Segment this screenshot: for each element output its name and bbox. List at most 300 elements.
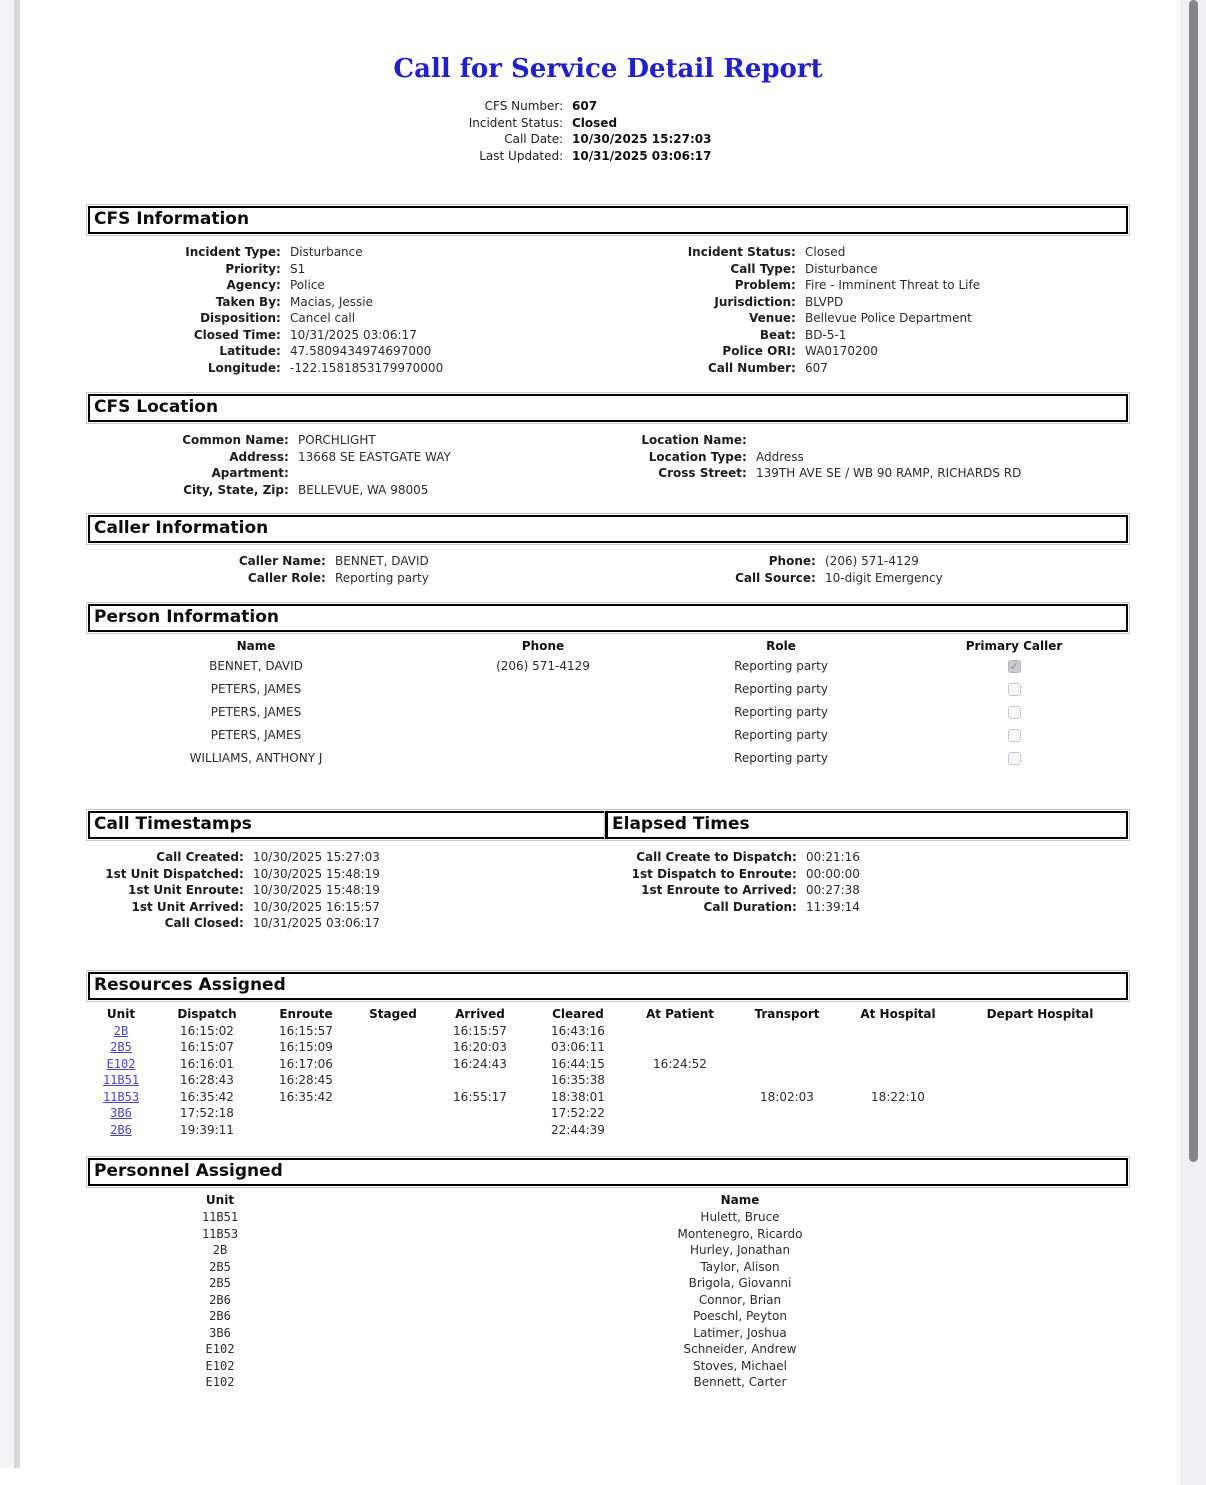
cell-name: Stoves, Michael <box>693 1358 787 1373</box>
field-label: Problem: <box>734 278 800 292</box>
report-body <box>88 0 1128 1391</box>
field-label: Call Create to Dispatch: <box>636 850 801 864</box>
field-value: (206) 571-4129 <box>825 554 919 568</box>
unit-link[interactable]: E102 <box>106 1056 136 1071</box>
scrollbar[interactable] <box>1181 0 1206 1485</box>
column-header: Primary Caller <box>965 639 1063 653</box>
field-label: Latitude: <box>219 344 285 358</box>
cell-enroute: 16:17:06 <box>279 1056 333 1071</box>
section-title: Resources Assigned <box>88 972 1128 1000</box>
cell-phone <box>424 701 662 724</box>
info-field <box>606 899 1128 916</box>
cell-at-hospital <box>844 1105 952 1122</box>
field-value: 10/30/2025 15:27:03 <box>572 132 712 146</box>
cell-unit <box>88 1122 154 1139</box>
info-field <box>608 294 1128 311</box>
field-value: Address <box>756 449 804 464</box>
cell-phone <box>424 747 662 770</box>
cell-enroute <box>260 1105 352 1122</box>
column-header: Staged <box>369 1006 417 1021</box>
field-label: Call Date: <box>504 132 567 146</box>
cell-cleared: 18:38:01 <box>551 1089 605 1104</box>
page-edge-divider <box>14 0 20 1468</box>
cell-unit: 3B6 <box>209 1325 231 1340</box>
unit-link[interactable]: 3B6 <box>110 1106 132 1120</box>
header-field <box>88 98 1128 115</box>
cell-role: Reporting party <box>734 751 828 766</box>
field-label: Location Type: <box>648 449 751 464</box>
info-field <box>608 244 1128 261</box>
field-label: 1st Unit Enroute: <box>127 883 248 897</box>
cell-role: Reporting party <box>734 728 828 743</box>
cell-staged <box>352 1072 434 1089</box>
field-label: Police ORI: <box>722 344 800 358</box>
table-row <box>88 1105 1128 1122</box>
field-label: Cross Street: <box>658 466 751 480</box>
cell-unit: 11B51 <box>201 1210 239 1224</box>
cell-unit <box>88 1072 154 1089</box>
table-row <box>88 1209 1128 1226</box>
cell-unit <box>88 1105 154 1122</box>
field-label: Location Name: <box>641 433 751 447</box>
info-field <box>608 570 1128 587</box>
field-value: WA0170200 <box>805 344 878 358</box>
cell-depart-hospital <box>952 1122 1128 1139</box>
cell-arrived <box>434 1072 526 1089</box>
field-value: Fire - Imminent Threat to Life <box>805 278 981 292</box>
column-header: Dispatch <box>177 1006 237 1021</box>
section-caller-information <box>88 515 1128 586</box>
field-value: Disturbance <box>290 245 363 259</box>
field-value: 11:39:14 <box>806 899 860 914</box>
field-label: Last Updated: <box>479 148 567 163</box>
field-label: Jurisdiction: <box>714 294 800 309</box>
table-row <box>88 1039 1128 1056</box>
field-value: -122.1581853179970000 <box>290 360 444 375</box>
table-row <box>88 1242 1128 1259</box>
field-label: Address: <box>229 449 293 464</box>
field-value: 10/30/2025 15:27:03 <box>253 850 380 864</box>
info-field <box>606 849 1128 866</box>
cell-cleared: 16:43:16 <box>551 1023 605 1038</box>
table-row <box>88 1089 1128 1106</box>
field-value: Police <box>290 278 325 292</box>
info-field <box>606 866 1128 883</box>
column-header: Unit <box>106 1006 136 1021</box>
section-cfs-location <box>88 394 1128 498</box>
field-label: Apartment: <box>211 466 293 480</box>
field-label: Caller Role: <box>247 570 330 585</box>
cell-unit: E102 <box>205 1358 235 1373</box>
field-value: 10/30/2025 16:15:57 <box>253 899 380 914</box>
cell-arrived <box>434 1105 526 1122</box>
cell-role: Reporting party <box>734 705 828 720</box>
field-value: 10/31/2025 03:06:17 <box>572 148 712 163</box>
cell-enroute: 16:28:45 <box>279 1073 333 1087</box>
info-field <box>88 899 606 916</box>
cell-role: Reporting party <box>734 682 828 697</box>
cell-depart-hospital <box>952 1105 1128 1122</box>
field-label: Beat: <box>759 327 800 342</box>
table-row <box>88 1072 1128 1089</box>
report-header-fields <box>88 98 1128 164</box>
report-title: Call for Service Detail Report <box>393 54 823 84</box>
info-field <box>88 244 608 261</box>
field-label: Taken By: <box>215 294 285 309</box>
field-value: Disturbance <box>805 261 878 276</box>
cell-unit: 2B5 <box>209 1259 231 1274</box>
cell-transport <box>730 1122 844 1139</box>
unit-link[interactable]: 2B <box>113 1023 129 1038</box>
section-personnel-assigned <box>88 1158 1128 1391</box>
cell-primary-caller <box>900 724 1128 747</box>
page-edge <box>0 0 14 1468</box>
field-value: 00:27:38 <box>806 883 860 897</box>
cell-name: PETERS, JAMES <box>210 682 302 697</box>
info-field <box>608 553 1128 570</box>
header-field <box>88 148 1128 165</box>
info-field <box>88 327 608 344</box>
field-value: 00:21:16 <box>806 850 860 864</box>
info-field <box>88 570 608 587</box>
cell-staged <box>352 1089 434 1106</box>
info-field <box>88 882 606 899</box>
table-header-row <box>88 1192 1128 1209</box>
info-field <box>88 261 608 278</box>
field-label: 1st Unit Arrived: <box>131 899 248 914</box>
section-title: Call Timestamps <box>88 811 606 839</box>
location-right-column <box>608 432 1128 498</box>
section-title: CFS Information <box>88 206 1128 234</box>
cell-depart-hospital <box>952 1089 1128 1106</box>
scrollbar-thumb[interactable] <box>1189 0 1198 1162</box>
cfs-info-right-column <box>608 244 1128 376</box>
field-value: BLVPD <box>805 294 844 309</box>
field-value: 139TH AVE SE / WB 90 RAMP, RICHARDS RD <box>756 466 1022 480</box>
cell-phone <box>424 678 662 701</box>
cell-phone <box>424 724 662 747</box>
table-row <box>88 1259 1128 1276</box>
cell-name: PETERS, JAMES <box>210 705 302 720</box>
field-label: Call Duration: <box>703 899 801 914</box>
section-call-timestamps <box>88 811 606 932</box>
field-label: Incident Status: <box>687 245 800 259</box>
field-value: PORCHLIGHT <box>298 433 376 447</box>
cell-arrived: 16:20:03 <box>453 1040 507 1054</box>
cell-at-patient: 16:24:52 <box>653 1056 707 1071</box>
table-row <box>88 1358 1128 1375</box>
cell-dispatch: 17:52:18 <box>180 1106 234 1120</box>
primary-caller-checkbox <box>1008 729 1021 742</box>
info-field <box>608 310 1128 327</box>
cell-depart-hospital <box>952 1023 1128 1040</box>
cell-at-patient <box>630 1039 730 1056</box>
cell-staged <box>352 1039 434 1056</box>
field-value: Closed <box>805 245 846 259</box>
table-header-row <box>88 638 1128 655</box>
cell-name: Latimer, Joshua <box>693 1325 787 1340</box>
field-label: City, State, Zip: <box>183 482 293 497</box>
field-value: BELLEVUE, WA 98005 <box>298 482 429 497</box>
field-label: Venue: <box>749 311 800 325</box>
cell-enroute: 16:15:57 <box>279 1023 333 1038</box>
info-field <box>608 277 1128 294</box>
field-label: Priority: <box>225 261 285 276</box>
cell-dispatch: 16:15:07 <box>180 1040 234 1054</box>
cell-dispatch: 16:15:02 <box>180 1023 234 1038</box>
cell-dispatch: 16:28:43 <box>180 1073 234 1087</box>
cell-primary-caller <box>900 747 1128 770</box>
field-value: BD-5-1 <box>805 327 847 342</box>
column-header: At Patient <box>645 1006 715 1021</box>
cell-name: Poeschl, Peyton <box>693 1309 787 1323</box>
cell-arrived: 16:55:17 <box>453 1089 507 1104</box>
column-header: At Hospital <box>860 1006 936 1021</box>
cell-at-hospital <box>844 1023 952 1040</box>
field-label: Caller Name: <box>238 554 330 568</box>
caller-right-column <box>608 553 1128 586</box>
field-label: Call Type: <box>730 261 800 276</box>
info-field <box>88 449 608 466</box>
field-label: Agency: <box>226 278 285 292</box>
cell-unit <box>88 1023 154 1040</box>
field-label: Common Name: <box>182 433 293 447</box>
cell-staged <box>352 1023 434 1040</box>
field-label: 1st Dispatch to Enroute: <box>631 866 801 881</box>
info-field <box>88 465 608 482</box>
column-header: Unit <box>205 1193 235 1207</box>
field-label: Phone: <box>768 554 820 568</box>
cell-cleared: 22:44:39 <box>551 1122 605 1137</box>
unit-link[interactable]: 11B51 <box>102 1073 140 1087</box>
field-value: 10/30/2025 15:48:19 <box>253 883 380 897</box>
section-elapsed-times <box>606 811 1128 932</box>
cell-unit <box>88 1089 154 1106</box>
info-field <box>88 277 608 294</box>
cell-staged <box>352 1122 434 1139</box>
info-field <box>608 327 1128 344</box>
table-row <box>88 1325 1128 1342</box>
cell-at-hospital <box>844 1039 952 1056</box>
cell-unit: E102 <box>205 1342 235 1356</box>
table-row <box>88 701 1128 724</box>
person-table <box>88 638 1128 770</box>
cell-at-patient <box>630 1023 730 1040</box>
info-field <box>608 360 1128 377</box>
cell-transport <box>730 1072 844 1089</box>
table-row <box>88 1308 1128 1325</box>
cell-enroute: 16:35:42 <box>279 1089 333 1104</box>
field-value: 10/31/2025 03:06:17 <box>290 327 417 342</box>
cell-at-hospital <box>844 1072 952 1089</box>
header-field <box>88 131 1128 148</box>
field-value: Closed <box>572 115 618 130</box>
column-header: Name <box>720 1193 760 1207</box>
section-cfs-information <box>88 206 1128 376</box>
section-title: Personnel Assigned <box>88 1158 1128 1186</box>
field-label: Disposition: <box>200 311 285 325</box>
table-row <box>88 1341 1128 1358</box>
cfs-info-left-column <box>88 244 608 376</box>
cell-at-hospital: 18:22:10 <box>871 1089 925 1104</box>
info-field <box>606 882 1128 899</box>
cell-name: WILLIAMS, ANTHONY J <box>189 751 323 766</box>
info-field <box>88 849 606 866</box>
field-label: Call Closed: <box>164 916 248 930</box>
field-value: 607 <box>805 360 828 375</box>
cell-transport <box>730 1023 844 1040</box>
cell-unit: 2B6 <box>209 1292 231 1307</box>
field-value: BENNET, DAVID <box>335 554 429 568</box>
field-value: 00:00:00 <box>806 866 860 881</box>
cell-primary-caller <box>900 678 1128 701</box>
field-value: Cancel call <box>290 311 356 325</box>
cell-arrived: 16:24:43 <box>453 1056 507 1071</box>
cell-name: Bennett, Carter <box>693 1375 787 1389</box>
cell-transport: 18:02:03 <box>760 1089 814 1104</box>
cell-enroute: 16:15:09 <box>279 1040 333 1054</box>
cell-primary-caller <box>900 655 1128 678</box>
cell-at-patient <box>630 1122 730 1139</box>
cell-at-hospital <box>844 1122 952 1139</box>
info-field <box>88 553 608 570</box>
table-row <box>88 1275 1128 1292</box>
cell-unit: 2B <box>212 1243 228 1257</box>
cell-at-hospital <box>844 1056 952 1073</box>
cell-staged <box>352 1105 434 1122</box>
cell-transport <box>730 1105 844 1122</box>
unit-link[interactable]: 2B5 <box>110 1040 132 1054</box>
cell-enroute <box>260 1122 352 1139</box>
cell-dispatch: 16:35:42 <box>180 1089 234 1104</box>
cell-name: Hulett, Bruce <box>700 1210 780 1224</box>
cell-name: Brigola, Giovanni <box>688 1276 792 1290</box>
column-header: Depart Hospital <box>986 1006 1094 1021</box>
cell-name: Taylor, Alison <box>700 1259 780 1274</box>
field-label: CFS Number: <box>484 99 567 113</box>
info-field <box>88 915 606 932</box>
table-row <box>88 747 1128 770</box>
table-row <box>88 1056 1128 1073</box>
table-header-row <box>88 1006 1128 1023</box>
info-field <box>88 866 606 883</box>
info-field <box>608 465 1128 482</box>
info-field <box>608 449 1128 466</box>
field-label: Call Created: <box>156 850 248 864</box>
cell-transport <box>730 1056 844 1073</box>
cell-arrived <box>434 1122 526 1139</box>
resources-table <box>88 1006 1128 1139</box>
section-title: CFS Location <box>88 394 1128 422</box>
cell-depart-hospital <box>952 1039 1128 1056</box>
table-row <box>88 1292 1128 1309</box>
cell-transport <box>730 1039 844 1056</box>
cell-role: Reporting party <box>734 659 828 674</box>
unit-link[interactable]: 11B53 <box>102 1089 140 1104</box>
field-value: Macias, Jessie <box>290 294 374 309</box>
table-row <box>88 1122 1128 1139</box>
field-value: 10/30/2025 15:48:19 <box>253 866 380 881</box>
field-label: Closed Time: <box>193 327 285 342</box>
info-field <box>88 343 608 360</box>
cell-phone: (206) 571-4129 <box>496 659 590 674</box>
field-value: 10-digit Emergency <box>825 570 943 585</box>
header-field <box>88 115 1128 132</box>
cell-depart-hospital <box>952 1056 1128 1073</box>
info-field <box>608 432 1128 449</box>
info-field <box>608 343 1128 360</box>
cell-unit: E102 <box>205 1375 235 1389</box>
table-row <box>88 1023 1128 1040</box>
field-label: 1st Enroute to Arrived: <box>641 883 801 897</box>
column-header: Phone <box>521 639 565 653</box>
table-row <box>88 655 1128 678</box>
cell-unit <box>88 1056 154 1073</box>
field-label: Call Number: <box>707 360 800 375</box>
cell-name: PETERS, JAMES <box>210 728 302 743</box>
cell-name: Hurley, Jonathan <box>689 1243 791 1257</box>
cell-name: Montenegro, Ricardo <box>677 1226 803 1241</box>
field-value: 13668 SE EASTGATE WAY <box>298 449 451 464</box>
field-value: Bellevue Police Department <box>805 311 972 325</box>
cell-primary-caller <box>900 701 1128 724</box>
section-title: Caller Information <box>88 515 1128 543</box>
cell-cleared: 16:44:15 <box>551 1056 605 1071</box>
field-value: 47.5809434974697000 <box>290 344 432 358</box>
info-field <box>88 482 608 499</box>
cell-at-patient <box>630 1105 730 1122</box>
column-header: Cleared <box>552 1006 604 1021</box>
field-label: Incident Status: <box>468 115 567 130</box>
primary-caller-checkbox <box>1008 683 1021 696</box>
info-field <box>88 310 608 327</box>
info-field <box>88 294 608 311</box>
cell-depart-hospital <box>952 1072 1128 1089</box>
table-row <box>88 678 1128 701</box>
unit-link[interactable]: 2B6 <box>110 1122 132 1137</box>
field-label: Longitude: <box>207 360 285 375</box>
column-header: Name <box>236 639 276 653</box>
cell-dispatch: 19:39:11 <box>180 1122 234 1137</box>
table-row <box>88 1374 1128 1391</box>
section-resources-assigned <box>88 972 1128 1139</box>
cell-name: Schneider, Andrew <box>683 1342 797 1356</box>
primary-caller-checkbox <box>1008 660 1021 673</box>
section-person-information <box>88 604 1128 770</box>
table-row <box>88 724 1128 747</box>
column-header: Arrived <box>455 1006 505 1021</box>
section-title: Person Information <box>88 604 1128 632</box>
cell-name: Connor, Brian <box>698 1292 782 1307</box>
column-header: Enroute <box>279 1006 333 1021</box>
field-label: Call Source: <box>735 570 820 585</box>
field-value: S1 <box>290 261 306 276</box>
cell-cleared: 16:35:38 <box>551 1073 605 1087</box>
cell-arrived: 16:15:57 <box>453 1023 507 1038</box>
info-field <box>88 432 608 449</box>
cell-unit: 2B6 <box>209 1309 231 1323</box>
cell-unit: 11B53 <box>201 1226 239 1241</box>
field-label: 1st Unit Dispatched: <box>105 866 248 881</box>
column-header: Transport <box>754 1006 820 1021</box>
field-value: Reporting party <box>335 570 429 585</box>
cell-cleared: 17:52:22 <box>551 1106 605 1120</box>
cell-dispatch: 16:16:01 <box>180 1056 234 1071</box>
field-label: Incident Type: <box>185 245 285 259</box>
info-field <box>88 360 608 377</box>
column-header: Role <box>766 639 796 653</box>
cell-at-patient <box>630 1072 730 1089</box>
